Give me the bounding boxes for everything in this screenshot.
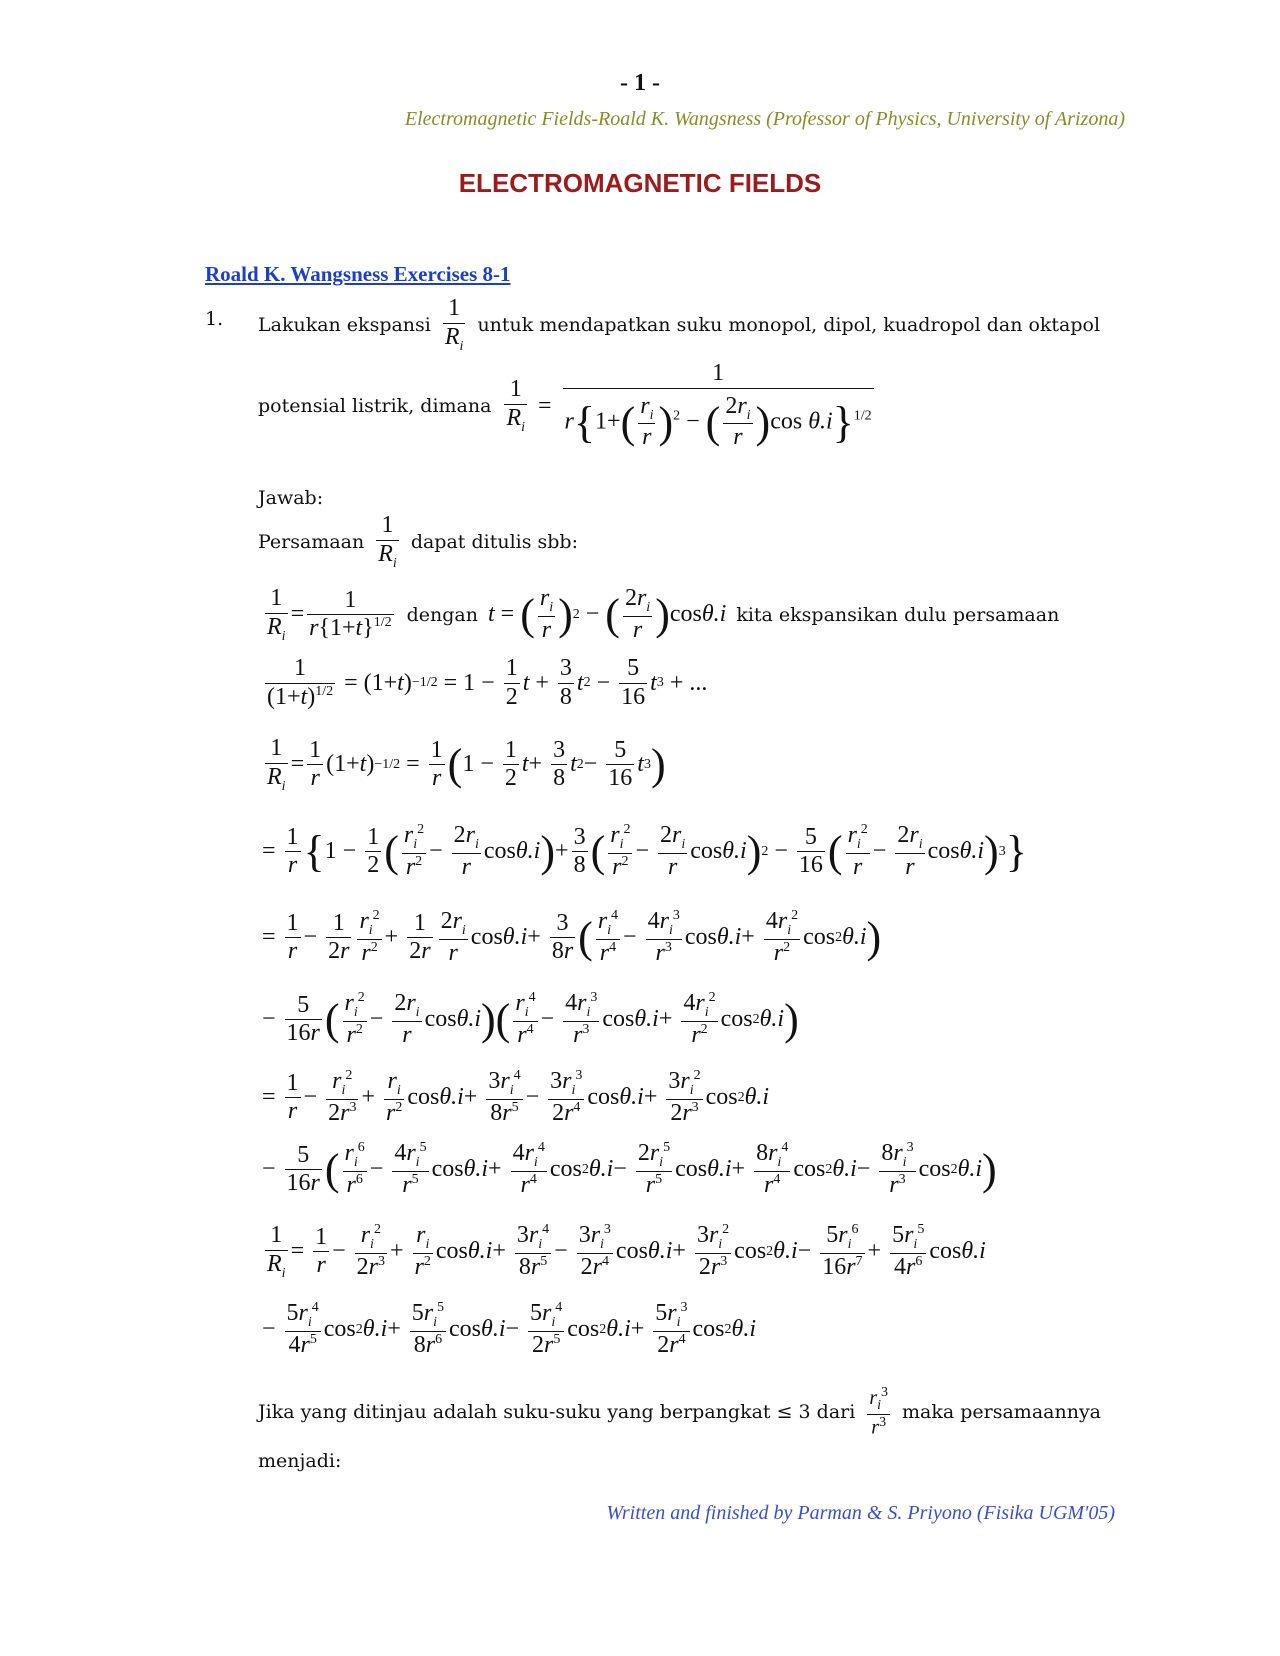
equation-step-4: − $\frac{5}{16r}$ ( $\frac{r_i^2}{r^2}$ − $\frac{2r_i}{r}$ cos θ.i )( $\frac{r_i^4}{r^4}$ − $\frac{4r_i^3}{r^3}$ cos θ.i + $\frac{4r_i^2}{r^2}$ cos 2 θ.i ) <box>262 990 799 1048</box>
equation-step-5: = $\frac{1}{r}$ − $\frac{r_i^2}{2r^3}$ + $\frac{r_i}{r^2}$ cos θ.i + $\frac{3r_i^4}{8r^5}$ − $\frac{3r_i^3}{2r^4}$ cos θ.i + $\frac{3r_i^2}{2r^3}$ cos 2 θ.i <box>262 1068 770 1126</box>
conclusion-line-2: menjadi: <box>258 1450 342 1472</box>
eq-intro-before: Persamaan <box>258 530 365 553</box>
equation-step-1: $\frac{1}{R_i}$ = $\frac{1}{r}$ (1+ t ) −1/2 = $\frac{1}{r}$ ( 1 − $\frac{1}{2}$ t + $\frac{3}{8}$ t 2 − $\frac{5}{16}$ t 3 ) <box>267 735 666 794</box>
conclusion-after: maka persamaannya <box>902 1401 1102 1424</box>
equation-step-6: − $\frac{5}{16r}$ ( $\frac{r_i^6}{r^6}$ − $\frac{4r_i^5}{r^5}$ cos θ.i + $\frac{4r_i^4}{r^4}$ cos 2 θ.i − $\frac{2r_i^5}{r^5}$ cos θ.i + $\frac{8r_i^4}{r^4}$ cos 2 θ.i − $\frac{8r_i^3}{r^3}$ cos 2 θ.i ) <box>262 1140 997 1198</box>
equation-intro: Persamaan $\frac{1}{R_i}$ dapat ditulis sbb: <box>258 512 578 571</box>
problem-line-2 <box>258 360 877 452</box>
page-title: ELECTROMAGNETIC FIELDS <box>458 168 822 198</box>
problem-line2-before: potensial listrik, dimana <box>258 395 492 418</box>
equation-step-3: = $\frac{1}{r}$ − $\frac{1}{2r}$ $\frac{r_i^2}{r^2}$ + $\frac{1}{2r}$ $\frac{2r_i}{r}$ cos θ.i + $\frac{3}{8r}$ ( $\frac{r_i^4}{r^4}$ − $\frac{4r_i^3}{r^3}$ cos θ.i + $\frac{4r_i^2}{r^2}$ cos 2 θ.i ) <box>262 908 882 966</box>
equation-step-8: − $\frac{5r_i^4}{4r^5}$ cos 2 θ.i + $\frac{5r_i^5}{8r^6}$ cos θ.i − $\frac{5r_i^4}{2r^5}$ cos 2 θ.i + $\frac{5r_i^3}{2r^4}$ cos 2 θ.i <box>262 1300 756 1358</box>
problem-line1-before: Lakukan ekspansi <box>258 313 431 336</box>
inline-fraction: $\frac{1}{R_i}$ <box>444 295 464 354</box>
with-text: dengan <box>406 603 478 626</box>
equation-binomial: $\frac{1}{(1+t)^{1/2}}$ = (1+ t ) −1/2 = 1 − $\frac{1}{2}$ t + $\frac{3}{8}$ t 2 − $\frac{5}{16}$ t 3 + ... <box>267 655 708 710</box>
expand-text: kita ekspansikan dulu persamaan <box>736 603 1060 626</box>
footer-credit: Written and finished by Parman & S. Priyono (Fisika UGM'05) <box>606 1502 1115 1524</box>
equation-t-definition: $\frac{1}{R_i}$ = $\frac{1}{r\{1+t\}^{1/2}}$ dengan t = ( $\frac{r_i}{r}$ ) 2 − ( $\frac{2r_i}{r}$ ) cos θ.i kita ekspansikan dulu persamaan <box>267 585 1060 644</box>
conclusion-before: Jika yang ditinjau adalah suku-suku yang berpangkat ≤ 3 dari <box>258 1401 856 1424</box>
problem-line1-after: untuk mendapatkan suku monopol, dipol, kuadropol dan oktapol <box>477 313 1101 336</box>
problem-number: 1. <box>205 308 224 330</box>
page-number: - 1 - <box>620 70 660 96</box>
running-head: Electromagnetic Fields-Roald K. Wangsness (Professor of Physics, University of Arizona) <box>404 108 1125 130</box>
problem-line-1 <box>258 295 1100 354</box>
eq-intro-after: dapat ditulis sbb: <box>410 530 578 553</box>
equation-step-7: $\frac{1}{R_i}$ = $\frac{1}{r}$ − $\frac{r_i^2}{2r^3}$ + $\frac{r_i}{r^2}$ cos θ.i + $\frac{3r_i^4}{8r^5}$ − $\frac{3r_i^3}{2r^4}$ cos θ.i + $\frac{3r_i^2}{2r^3}$ cos 2 θ.i − $\frac{5r_i^6}{16r^7}$ + $\frac{5r_i^5}{4r^6}$ cos θ.i <box>267 1222 986 1281</box>
conclusion-line-1: Jika yang ditinjau adalah suku-suku yang berpangkat ≤ 3 dari $\frac{r_i^3}{r^3}$ maka persamaannya <box>258 1385 1102 1439</box>
answer-label: Jawab: <box>258 487 324 509</box>
definition-equation: $\frac{1}{R_i}$ = 1 r{1+( $\frac{r_i}{r}$ )$^2$ − ( $\frac{2r_i}{r}$ )cos θ.i}$^{1/2}$ <box>506 360 872 451</box>
equation-step-2: = $\frac{1}{r}$ { 1 − $\frac{1}{2}$ ( $\frac{r_i^2}{r^2}$ − $\frac{2r_i}{r}$ cos θ.i ) + $\frac{3}{8}$ ( $\frac{r_i^2}{r^2}$ − $\frac{2r_i}{r}$ cos θ.i ) 2 − $\frac{5}{16}$ ( $\frac{r_i^2}{r}$ − $\frac{2r_i}{r}$ cos θ.i ) 3 } <box>262 822 1027 880</box>
section-heading-link[interactable]: Roald K. Wangsness Exercises 8-1 <box>205 262 511 286</box>
